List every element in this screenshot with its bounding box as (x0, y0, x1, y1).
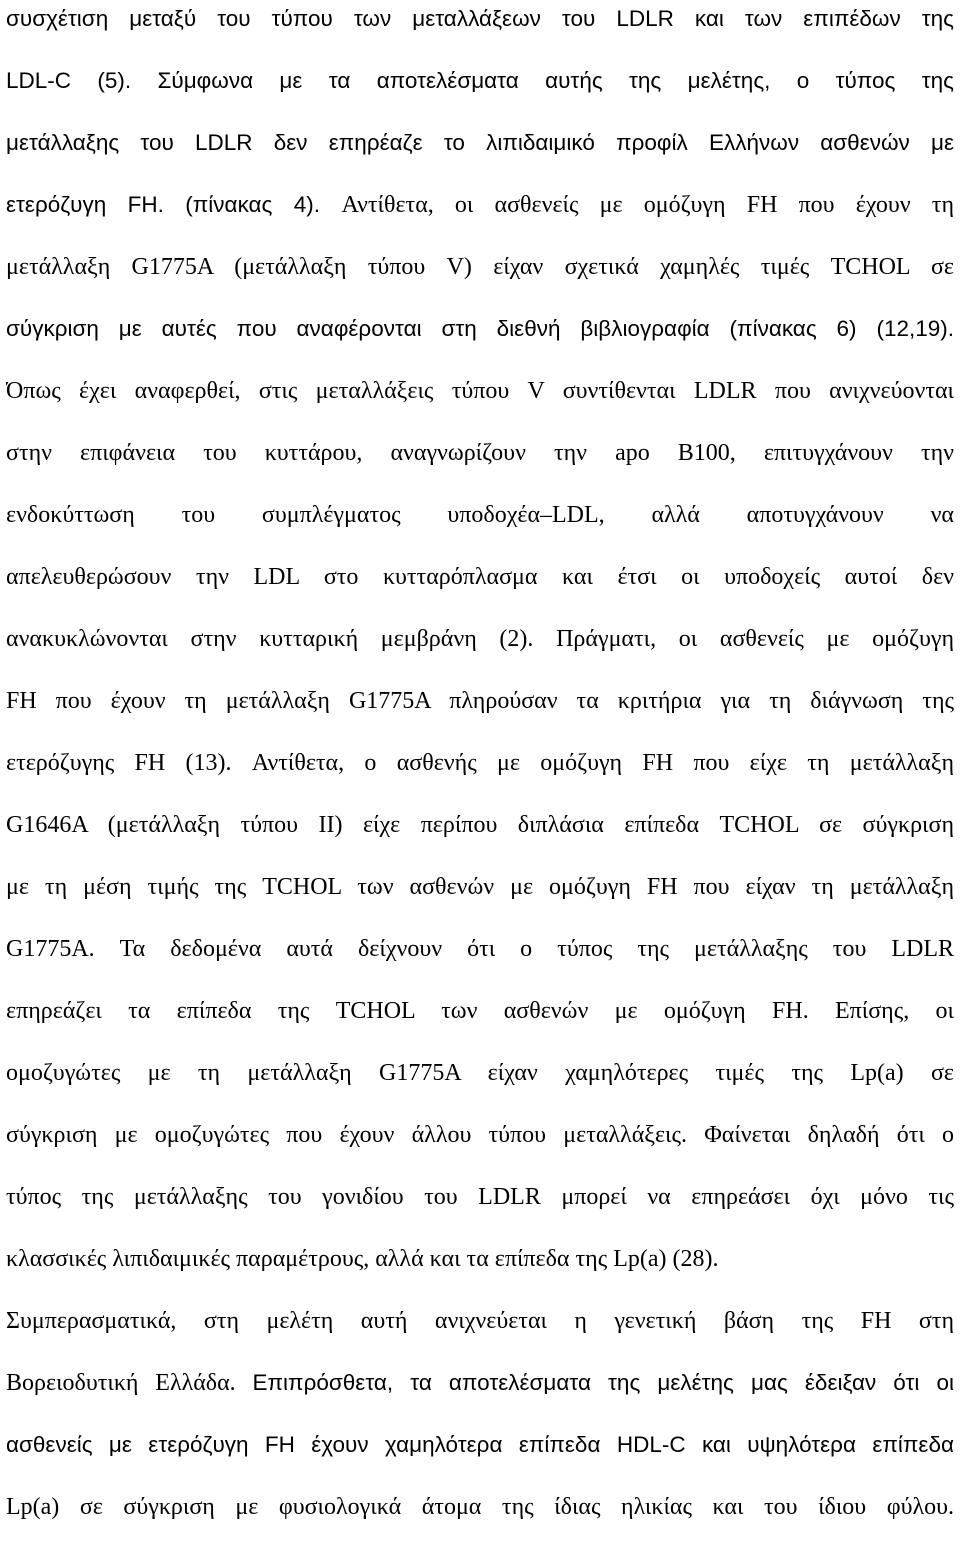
text-segment: μετάλλαξη G1775A (μετάλλαξη τύπου V) είχαν σχετικά χαμηλές τιμές TCHOL σε (6, 254, 954, 280)
text-line (6, 746, 954, 780)
text-line (6, 1180, 954, 1214)
text-line (6, 1242, 954, 1276)
text-segment: Φαίνεται δηλαδή ότι ο (704, 1122, 954, 1148)
text-line (6, 932, 954, 966)
text-segment: σύγκριση με ομοζυγώτες που έχουν άλλου τύπου μεταλλάξεις. (6, 1122, 705, 1148)
text-line (6, 436, 954, 470)
text-line (6, 374, 954, 408)
text-segment: G1775A. Τα δεδομένα αυτά δείχνουν ότι ο τύπος της μετάλλαξης του LDLR (6, 936, 954, 962)
text-line (6, 1366, 954, 1400)
text-segment: Πράγματι, οι ασθενείς με ομόζυγη (556, 626, 954, 652)
text-line (6, 1304, 954, 1338)
text-segment: Lp(a) σε σύγκριση με φυσιολογικά άτομα της ίδιας ηλικίας και του ίδιου φύλου. (6, 1494, 954, 1520)
text-line (6, 1490, 954, 1524)
text-line (6, 684, 954, 718)
text-line (6, 560, 954, 594)
text-line (6, 1428, 954, 1462)
text-segment: Επιπρόσθετα, τα αποτελέσματα της μελέτης μας έδειξαν ότι οι (252, 1370, 954, 1395)
text-segment: επηρεάζει τα επίπεδα της TCHOL των ασθενών με ομόζυγη FH. Επίσης, οι (6, 998, 954, 1024)
text-line (6, 1118, 954, 1152)
text-segment: ομοζυγώτες με τη μετάλλαξη G1775A είχαν χαμηλότερες τιμές της Lp(a) σε (6, 1060, 954, 1086)
text-segment: Συμπερασματικά, στη μελέτη αυτή ανιχνεύεται η γενετική βάση της FH στη (6, 1308, 954, 1334)
text-segment: σύγκριση με αυτές που αναφέρονται στη διεθνή βιβλιογραφία (πίνακας 6) (12,19). (6, 316, 954, 341)
text-segment: τύπος της μετάλλαξης του γονιδίου του LDLR μπορεί να επηρεάσει όχι μόνο τις (6, 1184, 954, 1210)
text-segment: ετερόζυγης FH (13). (6, 750, 252, 776)
text-line (6, 312, 954, 346)
text-segment: G1646A (μετάλλαξη τύπου II) είχε περίπου διπλάσια επίπεδα TCHOL σε σύγκριση (6, 812, 954, 838)
text-line (6, 808, 954, 842)
text-segment: ετερόζυγη FH. (πίνακας 4). (6, 192, 342, 217)
text-line (6, 1056, 954, 1090)
text-segment: Αντίθετα, ο ασθενής με ομόζυγη FH που είχε τη μετάλλαξη (251, 750, 954, 776)
text-segment: μετάλλαξης του LDLR δεν επηρέαζε το λιπιδαιμικό προφίλ Ελλήνων ασθενών με (6, 130, 954, 155)
text-line (6, 250, 954, 284)
text-segment: ανακυκλώνονται στην κυτταρική μεμβράνη (2). (6, 626, 557, 652)
text-line (6, 870, 954, 904)
text-segment: στην επιφάνεια του κυττάρου, αναγνωρίζουν την apo B100, επιτυγχάνουν την (6, 440, 954, 466)
text-segment: απελευθερώσουν την LDL στο κυτταρόπλασμα και έτσι οι υποδοχείς αυτοί δεν (6, 564, 954, 590)
text-segment: FH που έχουν τη μετάλλαξη G1775A πληρούσαν τα κριτήρια για τη διάγνωση της (6, 688, 954, 714)
text-segment: ενδοκύττωση του συμπλέγματος υποδοχέα–LDL, αλλά αποτυγχάνουν να (6, 502, 954, 528)
text-segment: συσχέτιση μεταξύ του τύπου των μεταλλάξεων του LDLR και των επιπέδων της (6, 6, 954, 31)
text-line (6, 126, 954, 160)
text-line (6, 622, 954, 656)
text-line (6, 64, 954, 98)
text-line (6, 188, 954, 222)
text-segment: με τη μέση τιμής της TCHOL των ασθενών με ομόζυγη FH που είχαν τη μετάλλαξη (6, 874, 954, 900)
text-segment: Βορειοδυτική Ελλάδα. (6, 1370, 253, 1396)
text-segment: κλασσικές λιπιδαιμικές παραμέτρους, αλλά και τα επίπεδα της Lp(a) (28). (6, 1246, 719, 1272)
text-segment: Αντίθετα, οι ασθενείς με ομόζυγη FH που έχουν τη (341, 192, 954, 218)
text-line (6, 994, 954, 1028)
text-line (6, 2, 954, 36)
text-line (6, 498, 954, 532)
text-segment: Όπως έχει αναφερθεί, στις μεταλλάξεις τύπου V συντίθενται LDLR που ανιχνεύονται (6, 378, 954, 404)
text-segment: LDL-C (5). Σύμφωνα με τα αποτελέσματα αυτής της μελέτης, ο τύπος της (6, 68, 954, 93)
text-segment: ασθενείς με ετερόζυγη FH έχουν χαμηλότερα επίπεδα HDL-C και υψηλότερα επίπεδα (6, 1432, 954, 1457)
